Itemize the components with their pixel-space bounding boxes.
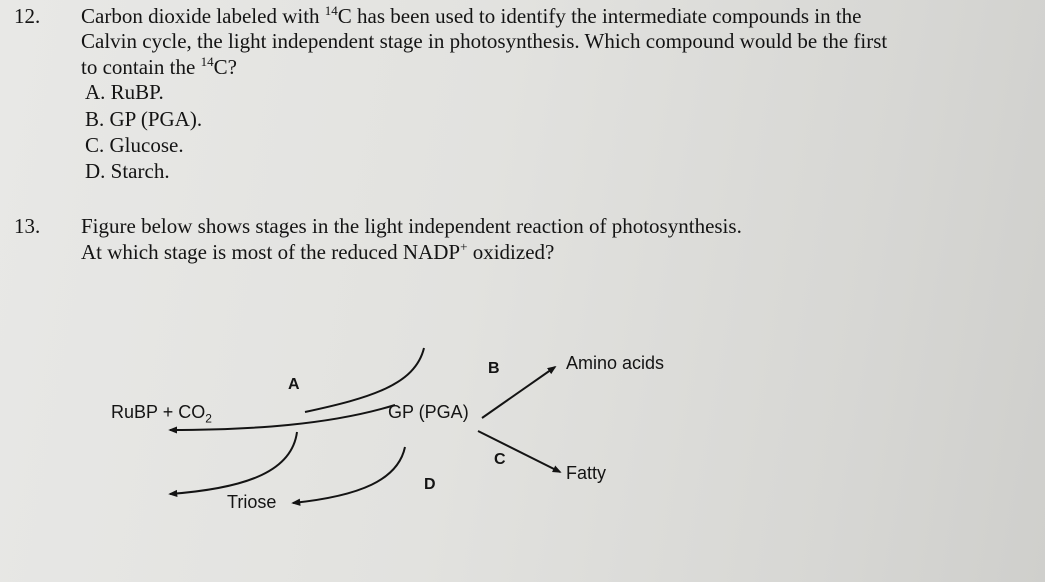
- option-b: B. GP (PGA).: [85, 107, 203, 131]
- rubp-co2-text: RuBP + CO: [111, 402, 206, 422]
- superscript-14: 14: [200, 54, 214, 69]
- stage-a-label: A: [288, 376, 300, 393]
- q12-text-part: C?: [213, 55, 237, 79]
- rubp-co2-label: [111, 402, 212, 426]
- co2-subscript: 2: [205, 411, 212, 426]
- arrow-stage-d: [293, 447, 405, 503]
- stage-d-label: D: [424, 476, 436, 493]
- arrow-regeneration: [170, 432, 297, 494]
- question-12-number: 12.: [14, 4, 41, 28]
- question-13-line-1: Figure below shows stages in the light independent reaction of photosynthesis.: [81, 214, 742, 238]
- option-c: C. Glucose.: [85, 133, 184, 157]
- q12-text-part: C has been used to identify the intermediate compounds in the: [337, 4, 862, 28]
- option-d: D. Starch.: [85, 159, 170, 183]
- q12-text-part: to contain the: [81, 55, 201, 79]
- question-13-number: 13.: [14, 214, 41, 238]
- gp-pga-label: GP (PGA): [388, 402, 469, 422]
- superscript-14: 14: [324, 3, 338, 18]
- triose-label: Triose: [227, 492, 277, 512]
- amino-acids-label: Amino acids: [566, 353, 665, 373]
- question-12-line-2: Calvin cycle, the light independent stage in photosynthesis. Which compound would be the first: [81, 29, 888, 53]
- q12-text-part: Carbon dioxide labeled with: [81, 4, 325, 28]
- option-a: A. RuBP.: [85, 80, 164, 104]
- superscript-plus: +: [460, 239, 468, 254]
- q13-text-part: oxidized?: [467, 240, 555, 264]
- arrow-stage-c: [478, 431, 560, 472]
- fatty-label: Fatty: [566, 463, 607, 483]
- stage-b-label: B: [488, 360, 500, 377]
- q13-text-part: At which stage is most of the reduced NADP: [81, 240, 461, 264]
- stage-c-label: C: [494, 451, 506, 468]
